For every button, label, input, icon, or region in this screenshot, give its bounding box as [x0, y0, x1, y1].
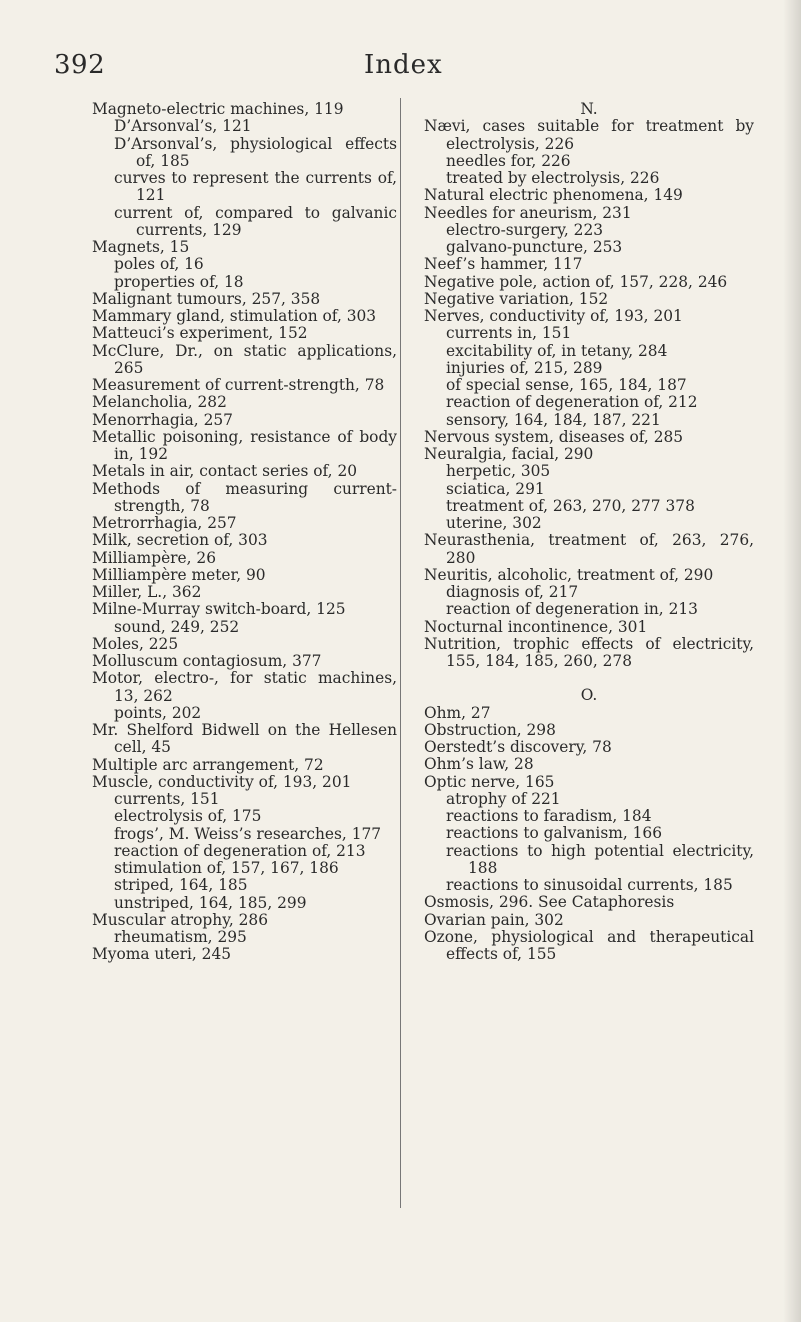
index-subentry: injuries of, 215, 289	[446, 358, 603, 377]
index-subentry: currents in, 151	[446, 324, 572, 343]
index-entry: Nerves, conductivity of, 193, 201	[424, 307, 683, 325]
index-subentry: electro-surgery, 223	[446, 220, 604, 239]
index-entry: Neef’s hammer, 117	[424, 255, 583, 274]
index-subentry: reactions to faradism, 184	[446, 807, 652, 825]
index-subentry: diagnosis of, 217	[446, 583, 579, 601]
index-entry: Methods of measuring current-strength, 78	[92, 479, 397, 515]
index-subentry: poles of, 16	[114, 255, 204, 274]
index-entry: Negative pole, action of, 157, 228, 246	[424, 272, 728, 291]
index-subentry: sound, 249, 252	[114, 617, 240, 636]
index-entry: Ozone, physiological and therapeutical effects of, 155	[424, 927, 754, 963]
running-title: Index	[364, 50, 443, 80]
index-subentry: sciatica, 291	[446, 479, 545, 498]
index-subentry: reaction of degeneration of, 213	[114, 841, 366, 860]
index-subentry: D’Arsonval’s, 121	[114, 117, 252, 136]
index-subentry: excitability of, in tetany, 284	[446, 341, 668, 360]
index-subentry: points, 202	[114, 703, 202, 722]
index-entry: Melancholia, 282	[92, 393, 227, 412]
index-subentry: herpetic, 305	[446, 462, 551, 481]
index-entry: Measurement of current-strength, 78	[92, 376, 385, 394]
index-subentry: electrolysis of, 175	[114, 807, 262, 826]
index-entry: Malignant tumours, 257, 358	[92, 289, 321, 308]
index-entry: Oerstedt’s discovery, 78	[424, 738, 612, 756]
index-entry: Osmosis, 296. See Cataphoresis	[424, 893, 675, 912]
index-subentry: reactions to sinusoidal currents, 185	[446, 876, 733, 894]
index-entry: McClure, Dr., on static applications, 265	[92, 341, 397, 377]
index-entry: Nervous system, diseases of, 285	[424, 427, 684, 446]
index-entry: Myoma uteri, 245	[92, 945, 232, 964]
index-subentry: atrophy of 221	[446, 789, 561, 808]
index-entry: Needles for aneurism, 231	[424, 203, 632, 222]
index-subentry: treated by electrolysis, 226	[446, 169, 660, 187]
index-entry: Neuritis, alcoholic, treatment of, 290	[424, 565, 714, 584]
index-entry: Milk, secretion of, 303	[92, 531, 268, 550]
index-entry: Negative variation, 152	[424, 289, 609, 308]
index-entry: Metallic poisoning, resistance of body in, 192	[92, 427, 397, 463]
index-subentry: frogs’, M. Weiss’s researches, 177	[114, 824, 382, 843]
index-entry: Neuralgia, facial, 290	[424, 445, 594, 463]
index-entry: Optic nerve, 165	[424, 772, 555, 791]
index-column-right	[424, 101, 754, 963]
index-subentry: reactions to galvanism, 166	[446, 824, 662, 843]
index-subentry: reactions to high potential electricity, 188	[446, 841, 754, 877]
index-subentry: currents, 151	[114, 790, 220, 808]
index-entry: Moles, 225	[92, 634, 179, 653]
index-entry: Obstruction, 298	[424, 720, 556, 739]
index-entry: Ovarian pain, 302	[424, 910, 564, 929]
index-entry: Ohm’s law, 28	[424, 755, 534, 774]
page-header	[0, 0, 801, 80]
index-entry: Miller, L., 362	[92, 583, 202, 601]
index-subentry: current of, compared to galvanic currents, 129	[114, 203, 397, 239]
section-letter: N.	[580, 100, 598, 118]
index-entry: Menorrhagia, 257	[92, 410, 233, 429]
index-entry: Nocturnal incontinence, 301	[424, 617, 648, 636]
index-subentry: striped, 164, 185	[114, 876, 248, 895]
index-subentry: needles for, 226	[446, 151, 571, 170]
index-entry: Motor, electro-, for static machines, 13, 262	[92, 669, 397, 705]
section-letter: O.	[580, 686, 598, 705]
index-subentry: properties of, 18	[114, 272, 244, 291]
index-entry: Metrorrhagia, 257	[92, 514, 237, 532]
index-entry: Ohm, 27	[424, 703, 491, 722]
index-entry: Milliampère, 26	[92, 548, 217, 567]
index-entry: Nutrition, trophic effects of electricity, 155, 184, 185, 260, 278	[424, 634, 754, 670]
section-gap	[424, 670, 754, 687]
index-subentry: reaction of degeneration in, 213	[446, 600, 698, 619]
index-entry: Mammary gland, stimulation of, 303	[92, 307, 377, 325]
index-subentry: sensory, 164, 184, 187, 221	[446, 410, 661, 429]
index-column-left	[92, 101, 397, 964]
index-subentry: unstriped, 164, 185, 299	[114, 893, 307, 912]
index-entry: Metals in air, contact series of, 20	[92, 462, 358, 481]
page-number: 392	[54, 50, 106, 80]
index-subentry: treatment of, 263, 270, 277 378	[446, 496, 695, 515]
index-subentry: rheumatism, 295	[114, 928, 247, 946]
index-entry: Natural electric phenomena, 149	[424, 186, 683, 205]
index-entry: Mr. Shelford Bidwell on the Hellesen cell, 45	[92, 721, 397, 757]
index-subentry: reaction of degeneration of, 212	[446, 393, 698, 412]
index-subentry: of special sense, 165, 184, 187	[446, 376, 687, 394]
index-entry: Milliampère meter, 90	[92, 565, 266, 584]
index-entry: Neurasthenia, treatment of, 263, 276, 280	[424, 531, 754, 567]
index-entry: Molluscum contagiosum, 377	[92, 652, 322, 670]
index-entry: Milne-Murray switch-board, 125	[92, 600, 346, 619]
index-entry: Muscle, conductivity of, 193, 201	[92, 772, 352, 791]
index-entry: Nævi, cases suitable for treatment by electrolysis, 226	[424, 117, 754, 153]
index-entry: Magneto-electric machines, 119	[92, 100, 344, 118]
index-entry: Muscular atrophy, 286	[92, 910, 269, 929]
index-subentry: curves to represent the currents of, 121	[114, 169, 397, 205]
index-entry: Multiple arc arrangement, 72	[92, 755, 324, 774]
index-subentry: D’Arsonval’s, physiological effects of, 185	[114, 134, 397, 170]
index-subentry: uterine, 302	[446, 514, 542, 532]
index-subentry: galvano-puncture, 253	[446, 238, 623, 256]
index-subentry: stimulation of, 157, 167, 186	[114, 859, 339, 877]
index-entry: Magnets, 15	[92, 238, 190, 256]
index-entry: Matteuci’s experiment, 152	[92, 324, 308, 343]
column-divider	[400, 98, 401, 1208]
page-edge-shadow	[783, 0, 801, 1322]
